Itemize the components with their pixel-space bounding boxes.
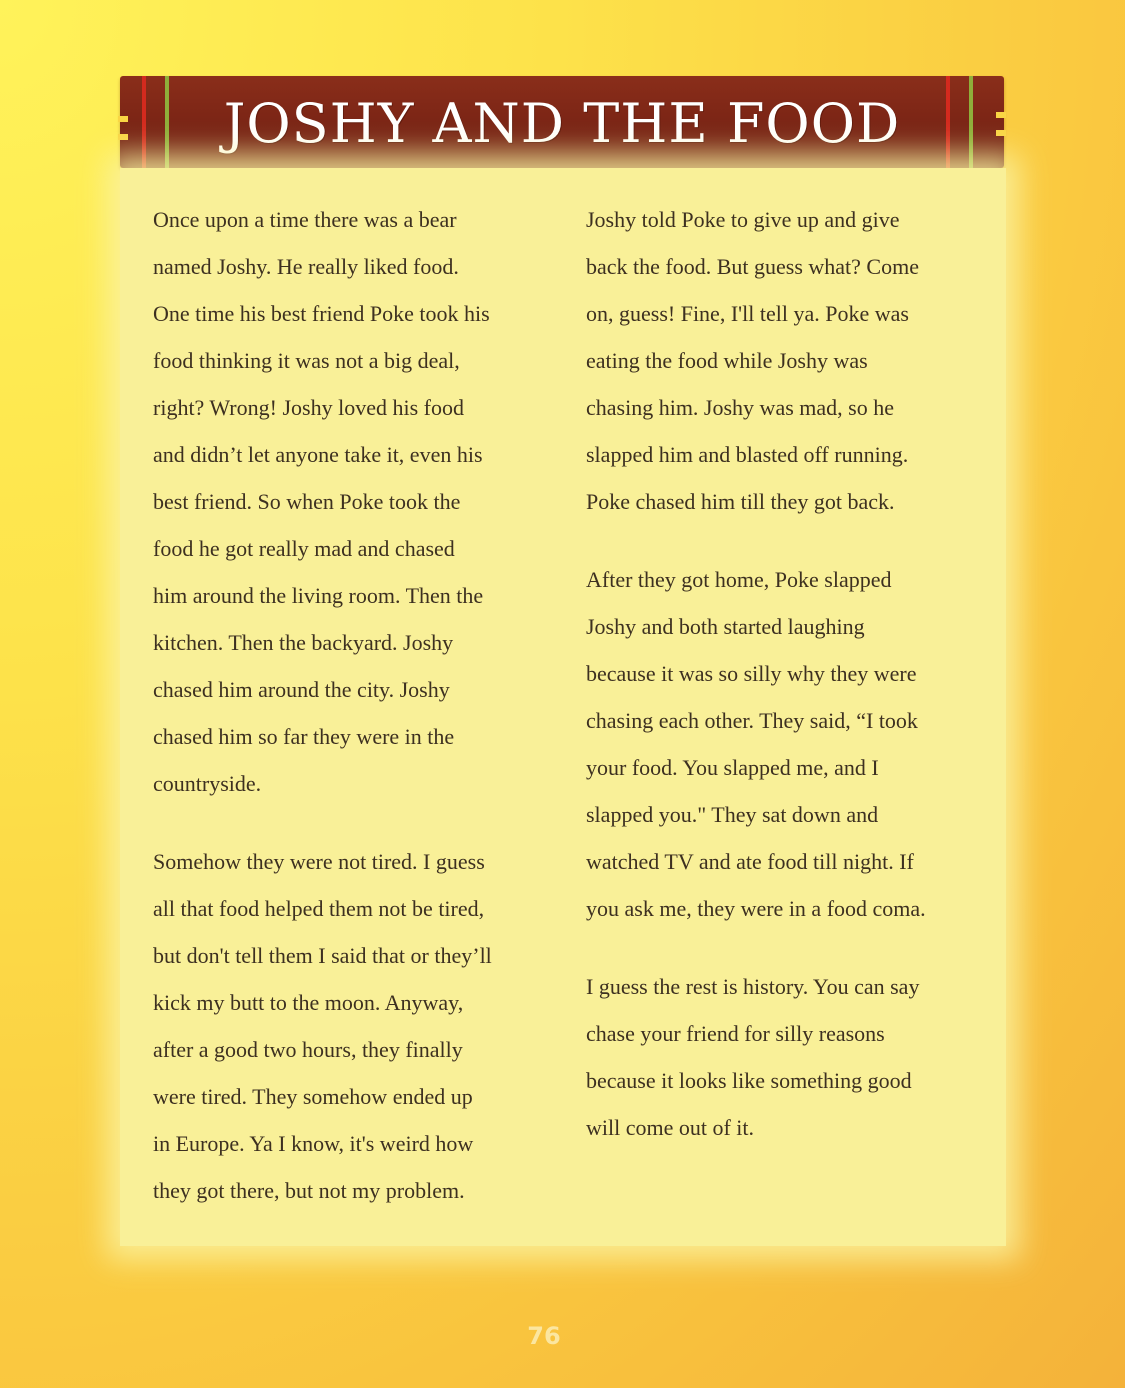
paragraph: Somehow they were not tired. I guess all that food helped them not be tired, but don't tell them I said that or they’ll kick my butt to the moon. Anyway, after a good two hours, they finally were tired. They somehow ended up in Europe. Ya I know, it's weird how they got there, but not my problem.	[153, 849, 492, 1203]
paragraph: After they got home, Poke slapped Joshy and both started laughing because it was so silly why they were chasing each other. They said, “I took your food. You slapped me, and I slapped you." They sat down and watched TV and ate food till night. If you ask me, they were in a food coma.	[586, 567, 926, 921]
paragraph: Once upon a time there was a bear named Joshy. He really liked food. One time his best friend Poke took his food thinking it was not a big deal, right? Wrong! Joshy loved his food and didn’t let anyone take it, even his best friend. So when Poke took the food he got really mad and chased him around the living room. Then the kitchen. Then the backyard. Joshy chased him around the city. Joshy chased him so far they were in the countryside.	[153, 207, 490, 796]
page-number: 76	[527, 1322, 561, 1350]
paragraph: Joshy told Poke to give up and give back the food. But guess what? Come on, guess! Fine, I'll tell ya. Poke was eating the food while Joshy was chasing him. Joshy was mad, so he slapped him and blasted off running. Poke chased him till they got back.	[586, 207, 919, 514]
story-column-left	[153, 196, 573, 1245]
page-title: JOSHY AND THE FOOD	[223, 92, 901, 155]
title-banner	[120, 76, 1004, 168]
story-column-right	[586, 196, 996, 1182]
paragraph: I guess the rest is history. You can say chase your friend for silly reasons because it looks like something good will come out of it.	[586, 974, 920, 1140]
